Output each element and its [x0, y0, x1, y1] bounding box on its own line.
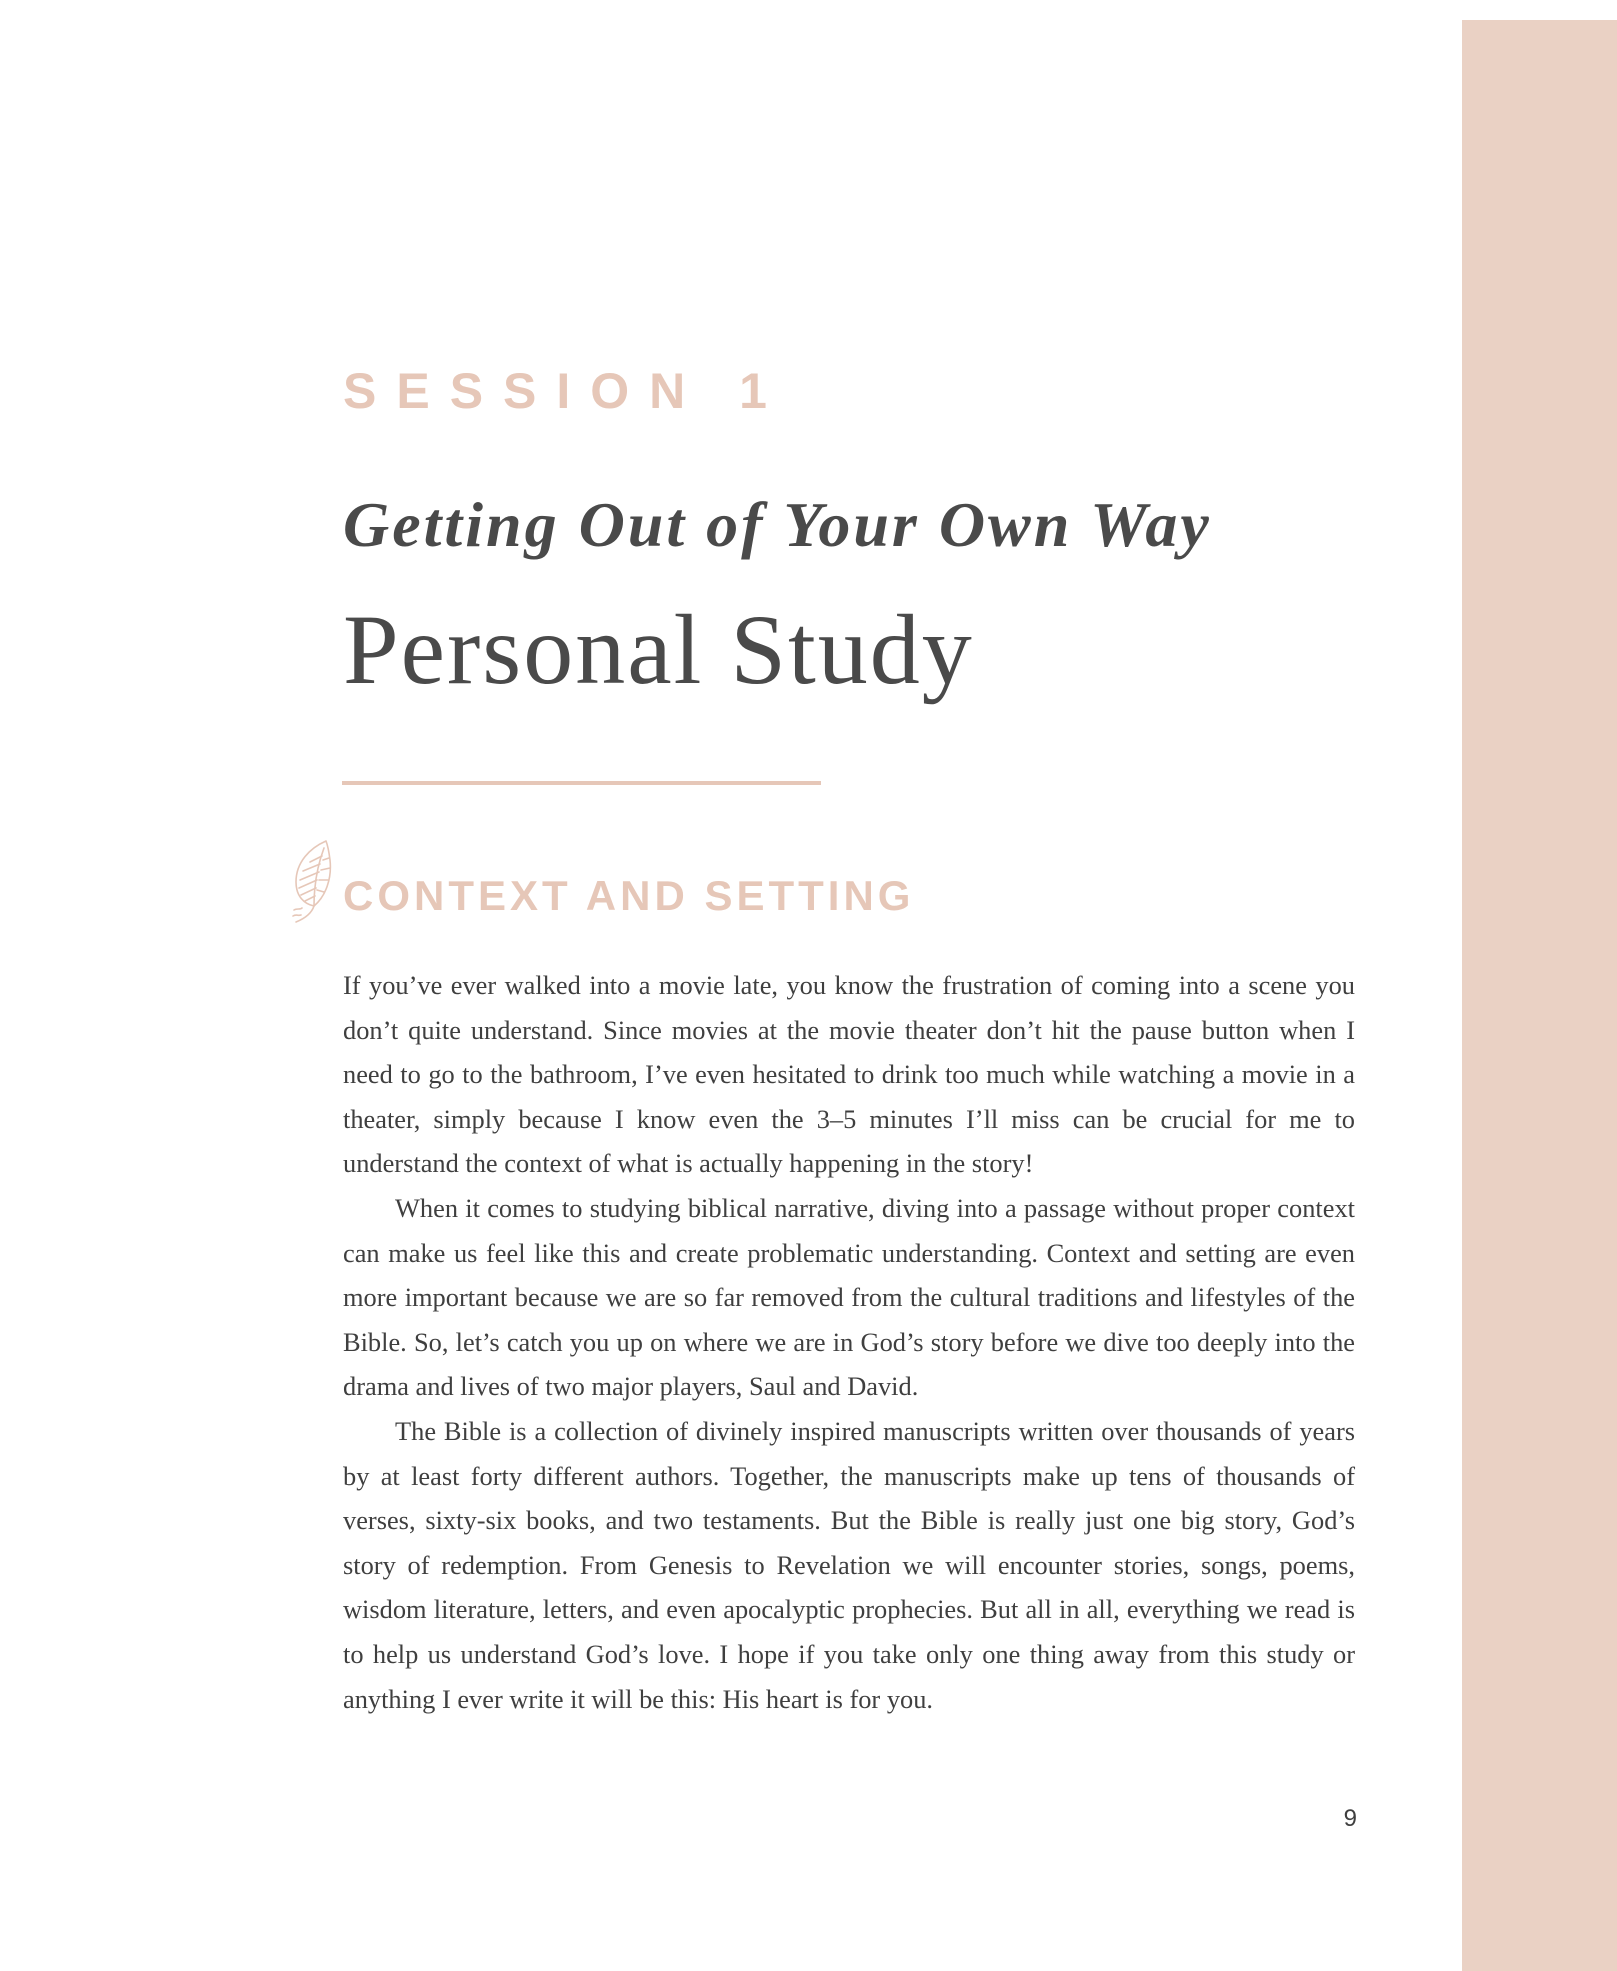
body-paragraph: When it comes to studying biblical narrative, diving into a passage without proper context can make us feel like this and create problematic understanding. Context and setting are even more important because we are so far removed from the cultural traditions and lifestyles of the Bible. So, let’s catch you up on where we are in God’s story before we dive too deeply into the drama and lives of two major players, Saul and David. [343, 1192, 1355, 1402]
title-divider [342, 781, 821, 785]
page-number: 9 [1343, 1805, 1357, 1832]
body-paragraph: The Bible is a collection of divinely inspired manuscripts written over thousands of years by at least forty different authors. Together, the manuscripts make up tens of thousands of verses, sixty-six books, and two testaments. But the Bible is really just one big story, God’s story of redemption. From Genesis to Revelation we will encounter stories, songs, poems, wisdom literature, letters, and even apocalyptic prophecies. But all in all, everything we read is to help us understand God’s love. I hope if you take only one thing away from this study or anything I ever write it will be this: His heart is for you. [343, 1415, 1355, 1714]
body-paragraph: If you’ve ever walked into a movie late, you know the frustration of coming into a scene you don’t quite understand. Since movies at the movie theater don’t hit the pause button when I need to go to the bathroom, I’ve even hesitated to drink too much while watching a movie in a theater, simply because I know even the 3–5 minutes I’ll miss can be crucial for me to understand the context of what is actually happening in the story! [343, 970, 1355, 1179]
side-color-tab [1462, 20, 1617, 1971]
session-subtitle: Getting Out of Your Own Way [343, 489, 1212, 560]
session-label: SESSION 1 [343, 363, 787, 419]
section-heading: CONTEXT AND SETTING [343, 872, 915, 919]
page-title: Personal Study [343, 594, 974, 705]
leaf-icon [290, 838, 336, 924]
body-text [343, 963, 1355, 1721]
